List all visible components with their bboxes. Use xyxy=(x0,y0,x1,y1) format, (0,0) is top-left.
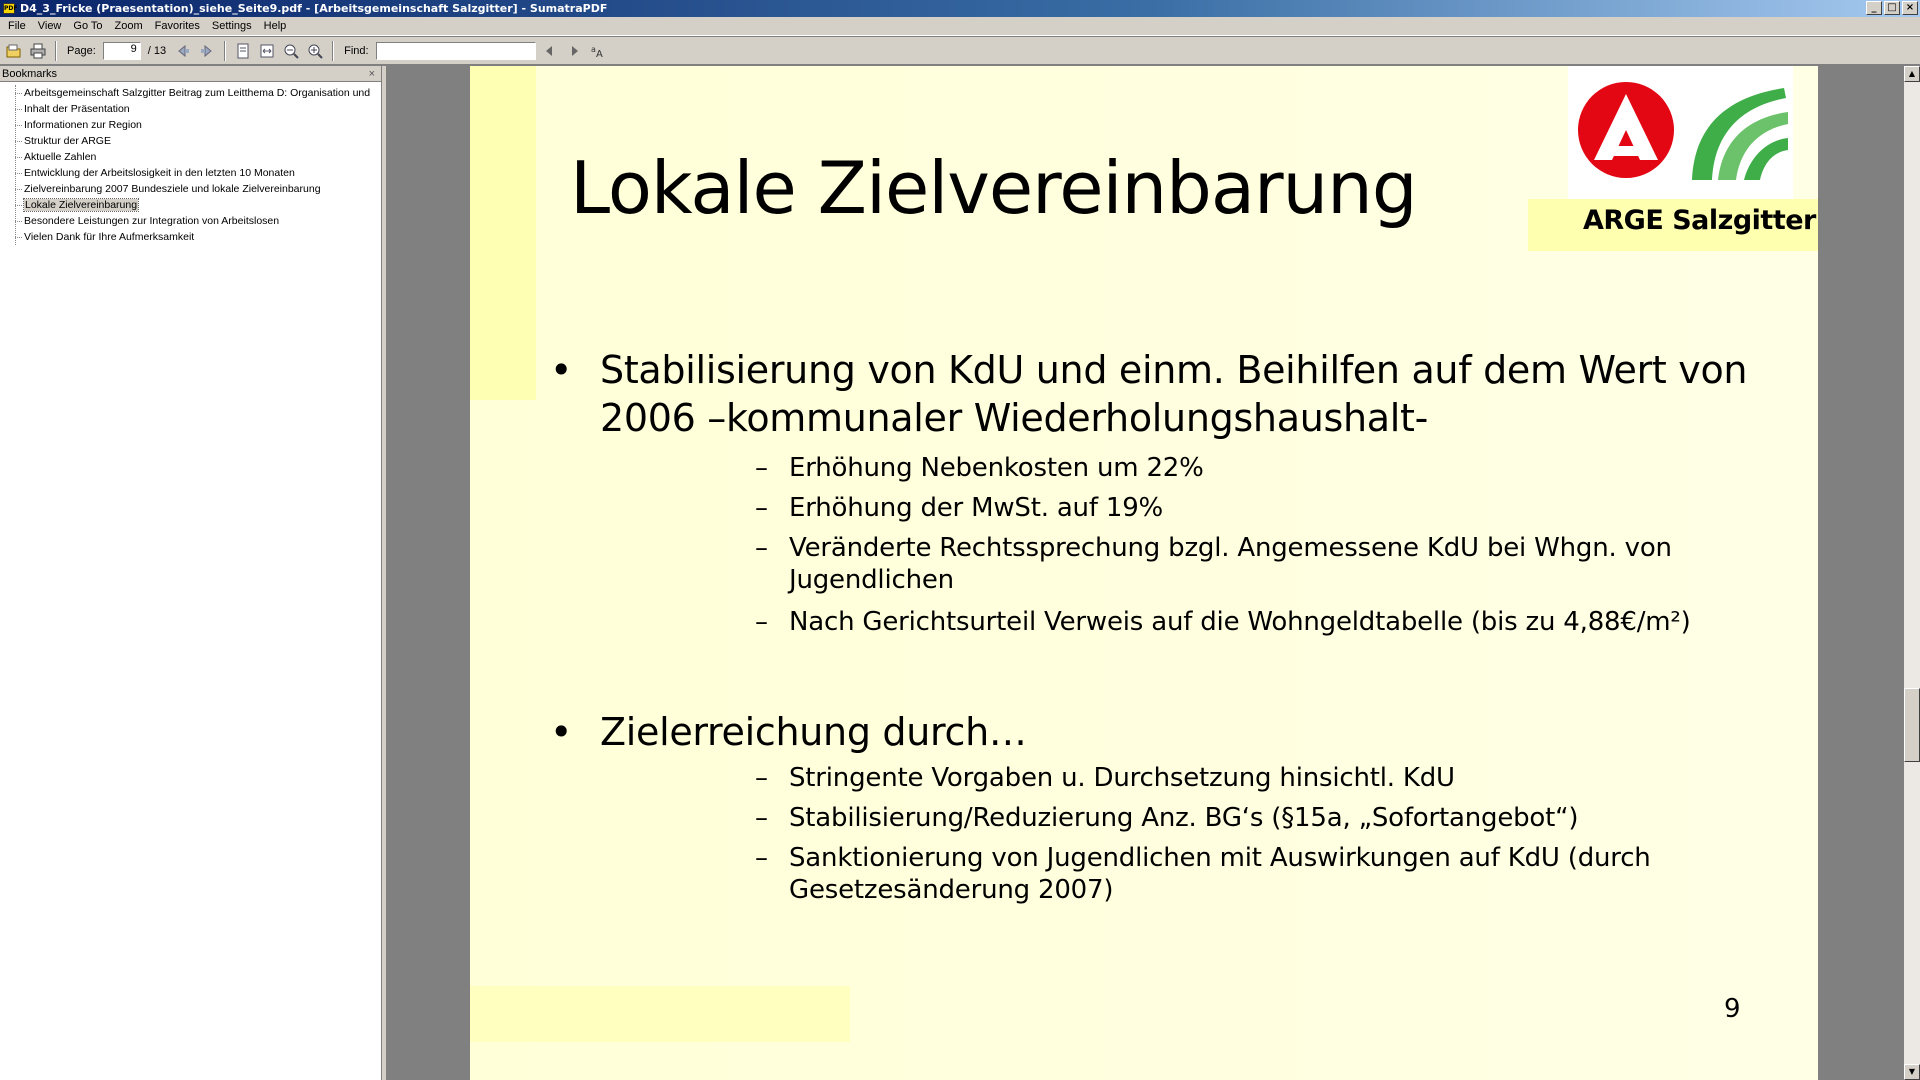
fit-page-icon[interactable] xyxy=(233,41,253,61)
bookmark-item[interactable]: Aktuelle Zahlen xyxy=(0,149,381,165)
find-next-icon[interactable] xyxy=(564,41,584,61)
page-label: Page: xyxy=(67,44,96,57)
slide-title: Lokale Zielvereinbarung xyxy=(570,146,1417,230)
bookmark-item[interactable]: Inhalt der Präsentation xyxy=(0,101,381,117)
bullet-dot: • xyxy=(550,710,573,754)
menu-file[interactable]: File xyxy=(8,20,26,32)
close-button[interactable]: × xyxy=(1902,1,1918,15)
window-title: D4_3_Fricke (Praesentation)_siehe_Seite9.pdf - [Arbeitsgemeinschaft Salzgitter] - SumatraPDF xyxy=(20,2,608,15)
zoom-in-icon[interactable] xyxy=(305,41,325,61)
bullet-dot: • xyxy=(550,348,573,392)
title-bar xyxy=(0,0,1920,17)
arbeitsagentur-logo-icon xyxy=(1576,80,1676,180)
minimize-button[interactable]: _ xyxy=(1866,1,1882,15)
svg-text:a: a xyxy=(590,44,596,54)
menu-help[interactable]: Help xyxy=(263,20,287,32)
salzgitter-logo-icon xyxy=(1688,84,1792,184)
bookmark-tree xyxy=(0,82,381,245)
fit-width-icon[interactable] xyxy=(257,41,277,61)
bookmarks-title: Bookmarks xyxy=(2,68,58,80)
menu-bar xyxy=(0,17,1920,36)
bullet-text: Stabilisierung von KdU und einm. Beihilfen auf dem Wert von 2006 –kommunaler Wiederholungshaushalt- xyxy=(600,348,1748,440)
svg-text:A: A xyxy=(595,48,603,59)
slide-page-number: 9 xyxy=(1724,994,1741,1024)
zoom-out-icon[interactable] xyxy=(281,41,301,61)
menu-view[interactable]: View xyxy=(37,20,62,32)
logo-label: ARGE Salzgitter xyxy=(1583,205,1816,236)
bookmark-item-selected[interactable]: Lokale Zielvereinbarung xyxy=(0,197,381,213)
document-view[interactable] xyxy=(386,66,1904,1080)
open-icon[interactable] xyxy=(4,41,24,61)
menu-favorites[interactable]: Favorites xyxy=(154,20,200,32)
page-number-input[interactable]: 9 xyxy=(103,42,141,60)
scroll-thumb[interactable] xyxy=(1904,688,1920,762)
slide-accent-block xyxy=(470,66,536,400)
menu-zoom[interactable]: Zoom xyxy=(114,20,143,32)
bookmark-item[interactable]: Informationen zur Region xyxy=(0,117,381,133)
scroll-down-icon[interactable]: ▼ xyxy=(1904,1064,1920,1080)
menu-goto[interactable]: Go To xyxy=(73,20,103,32)
bookmarks-panel xyxy=(0,66,382,1080)
page-total: / 13 xyxy=(147,44,167,57)
arge-logo xyxy=(1528,66,1818,251)
toolbar xyxy=(0,37,1920,65)
maximize-button[interactable]: □ xyxy=(1884,1,1900,15)
match-case-icon[interactable] xyxy=(588,41,608,61)
bookmark-item[interactable]: Entwicklung der Arbeitslosigkeit in den letzten 10 Monaten xyxy=(0,165,381,181)
bookmark-item[interactable]: Arbeitsgemeinschaft Salzgitter Beitrag zum Leitthema D: Organisation und xyxy=(0,85,381,101)
scroll-up-icon[interactable]: ▲ xyxy=(1904,66,1920,82)
bullet-text: Zielerreichung durch… xyxy=(600,710,1027,754)
menu-settings[interactable]: Settings xyxy=(211,20,252,32)
prev-page-icon[interactable] xyxy=(173,41,193,61)
find-prev-icon[interactable] xyxy=(540,41,560,61)
bookmark-item[interactable]: Besondere Leistungen zur Integration von Arbeitslosen xyxy=(0,213,381,229)
bookmark-item[interactable]: Vielen Dank für Ihre Aufmerksamkeit xyxy=(0,229,381,245)
sumatra-app-icon[interactable]: PDF xyxy=(4,5,18,12)
next-page-icon[interactable] xyxy=(197,41,217,61)
print-icon[interactable] xyxy=(28,41,48,61)
find-input[interactable] xyxy=(376,42,536,60)
bookmarks-header xyxy=(0,66,381,82)
close-bookmarks-icon[interactable]: × xyxy=(368,68,375,80)
pdf-page: Lokale Zielvereinbarung ARGE Salzgitter • Stabilisierung von KdU und einm. Beihilfen auf dem Wert von 2006 –kommunaler Wiederholungshaushalt- – Erhöhung Nebenkosten um 22% – Erhöhung der MwSt. auf 19% – Veränderte Rechtssprechung bzgl. Angemessene KdU bei Whgn. von Jugendlichen – Nach Gerichtsurteil Verweis auf die Wohngeldtabelle (bis zu 4,88€/m²) • Zielerreichung durch… – Stringente Vorgaben u. Durchsetzung hinsichtl. KdU – Stabilisierung/Reduzierung Anz. BG‘s (§15a, „Sofortangebot“) – Sanktionierung von Jugendlichen mit Auswirkungen auf KdU (durch Gesetzesänderung 2007) 9 xyxy=(470,66,1818,1080)
find-label: Find: xyxy=(344,44,369,57)
slide-footer-block xyxy=(470,986,850,1042)
bookmark-item[interactable]: Zielvereinbarung 2007 Bundesziele und lokale Zielvereinbarung xyxy=(0,181,381,197)
vertical-scrollbar[interactable] xyxy=(1904,66,1920,1080)
bookmark-item[interactable]: Struktur der ARGE xyxy=(0,133,381,149)
